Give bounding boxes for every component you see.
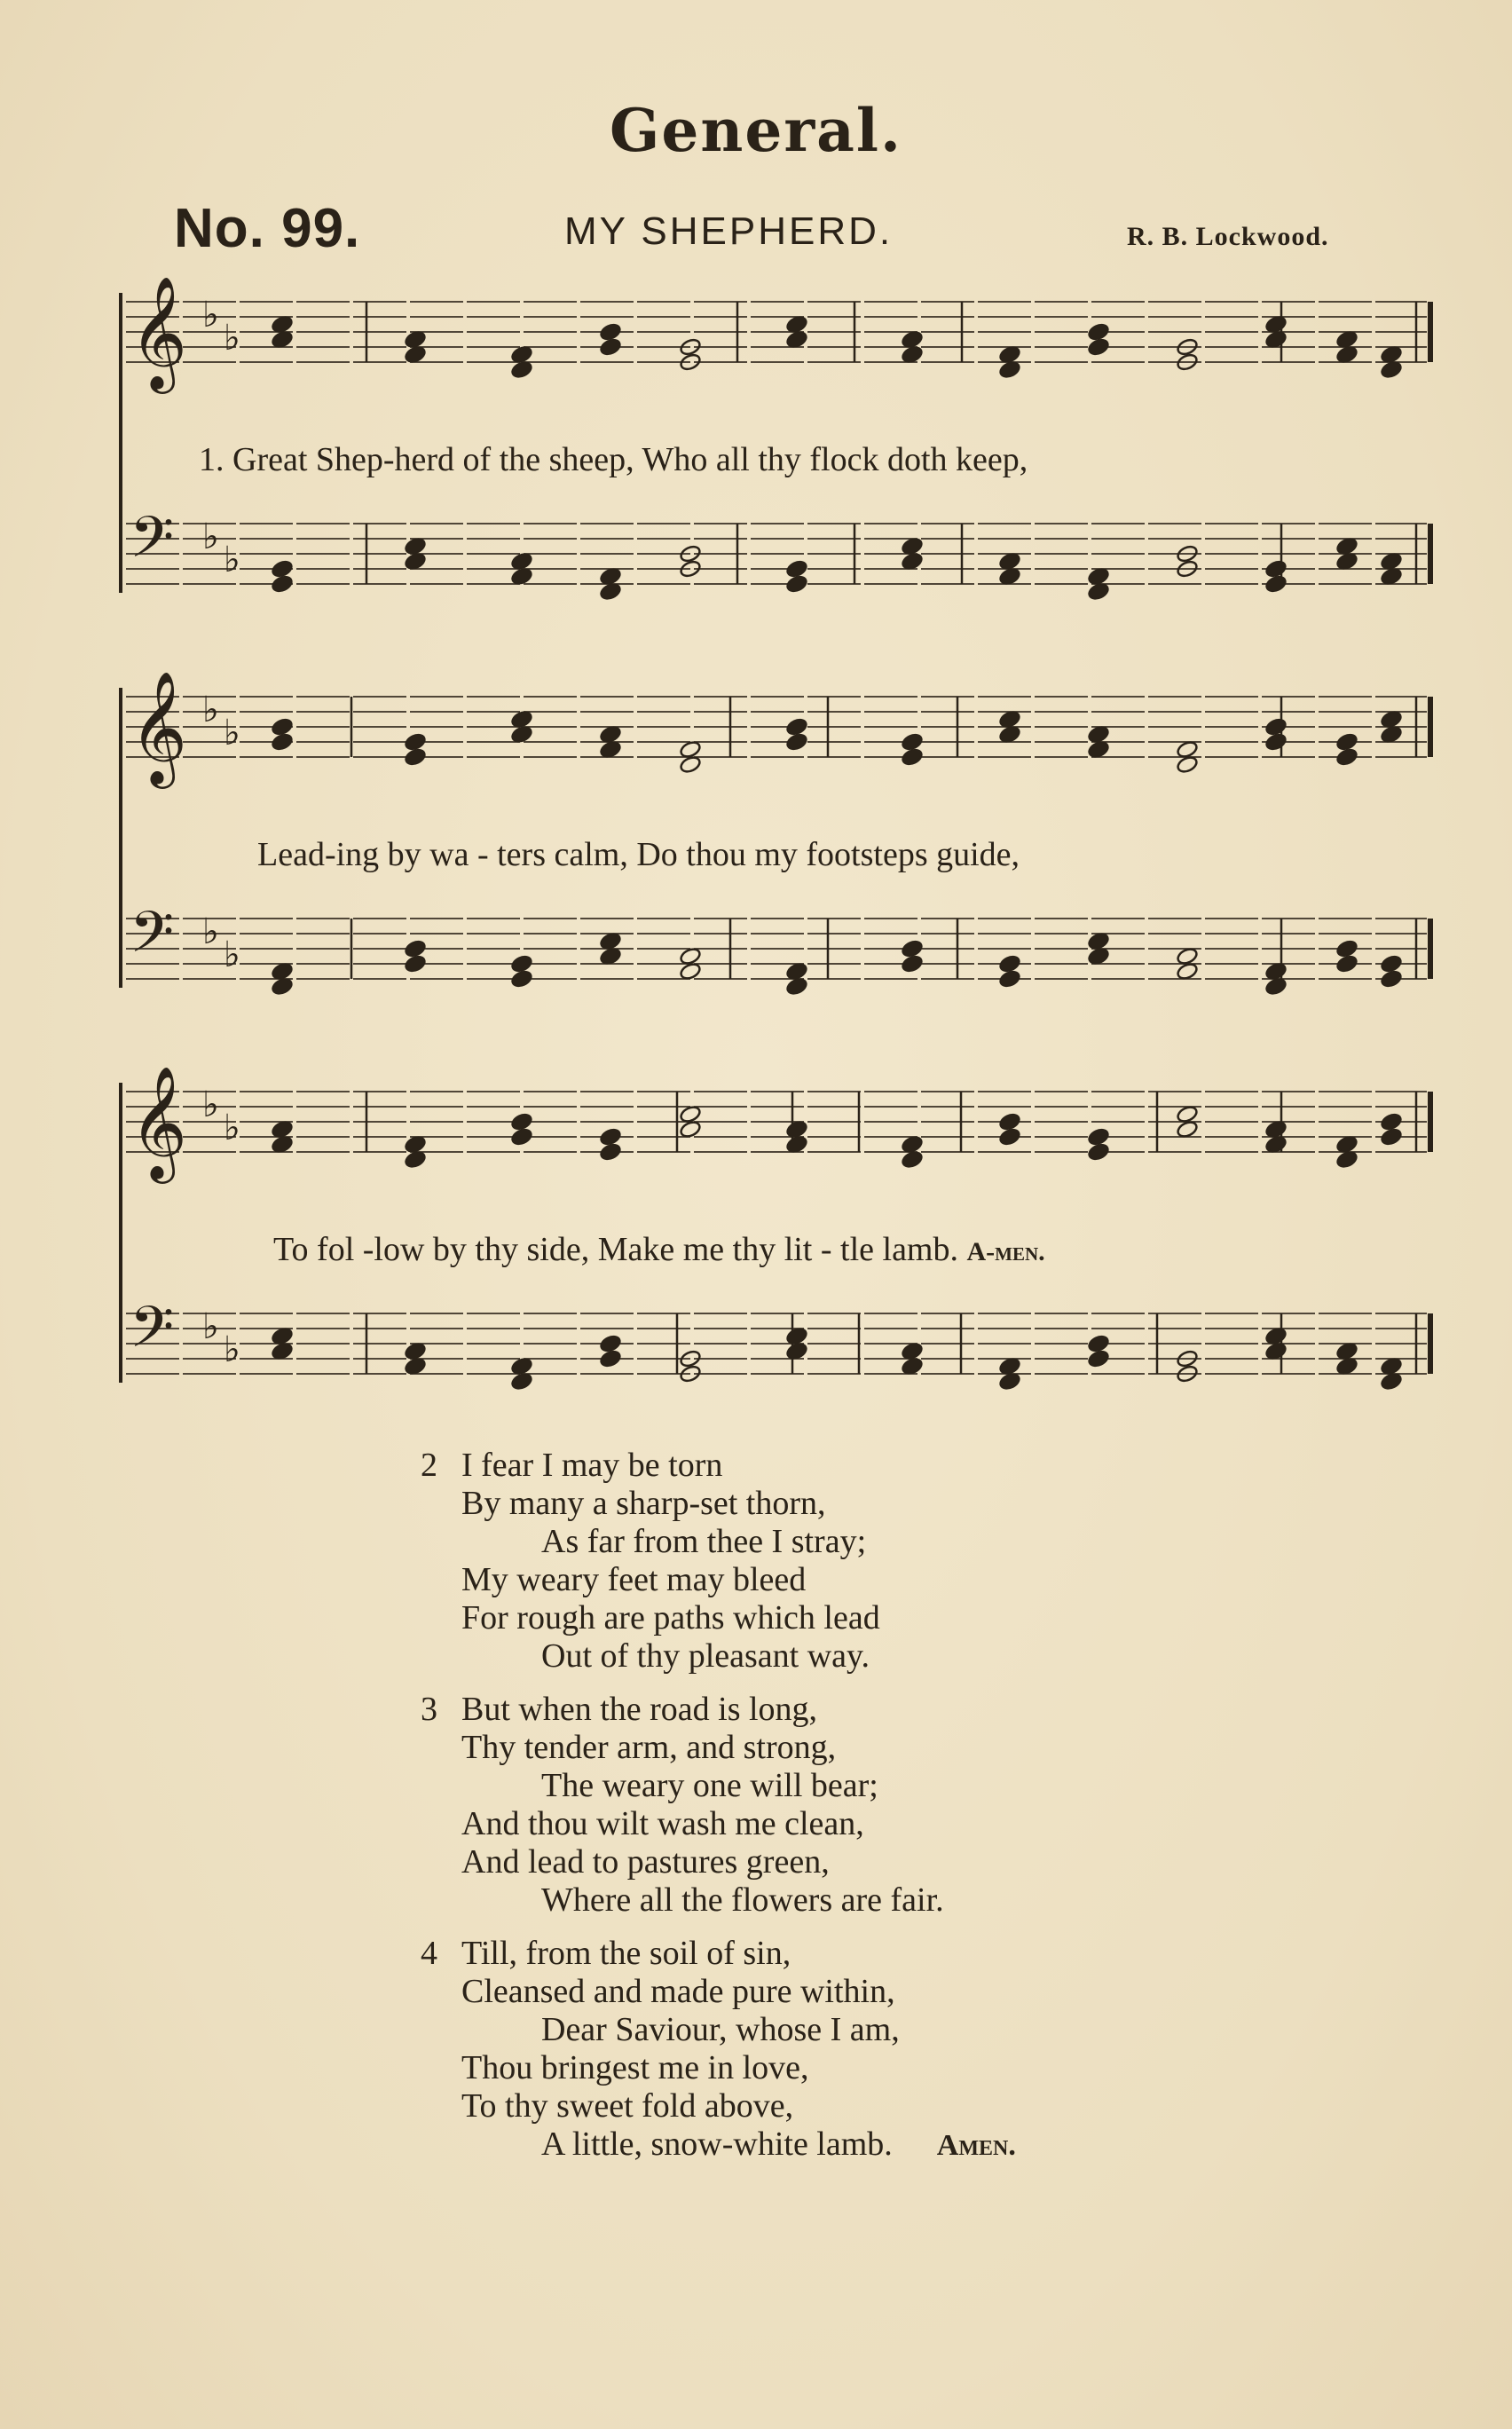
note-head (1380, 1127, 1403, 1147)
treble-clef-icon: 𝄞 (130, 1065, 188, 1179)
note-head (785, 559, 808, 579)
note-head (1264, 732, 1288, 752)
note-head (901, 954, 924, 974)
hymn-title: MY SHEPHERD. (564, 209, 894, 253)
note-head (1335, 954, 1358, 974)
verse-number: 3 (421, 1691, 437, 1728)
music-system-2 (114, 661, 1436, 1034)
verse-text: But when the road is long, (461, 1691, 818, 1728)
verse-number: 2 (421, 1447, 437, 1484)
note-head (1087, 337, 1110, 357)
verse-line: Dear Saviour, whose I am, (541, 2011, 900, 2048)
section-heading: General. (610, 96, 902, 165)
treble-clef-icon: 𝄞 (130, 670, 188, 784)
verse-number: 4 (421, 1935, 437, 1972)
flat-icon: ♭ (202, 690, 219, 730)
lyric-line: To fol -low by thy side, Make me thy lit - tle lamb. (273, 1231, 958, 1268)
bass-clef-icon: 𝄢 (130, 1295, 175, 1375)
note-head (998, 954, 1021, 974)
verse-line: As far from thee I stray; (541, 1523, 867, 1560)
note-head (404, 732, 427, 752)
note-head (1380, 954, 1403, 974)
note-head (785, 574, 808, 594)
note-head (1087, 1142, 1110, 1162)
note-head (599, 1142, 622, 1162)
treble-clef-icon: 𝄞 (130, 275, 188, 389)
flat-icon: ♭ (224, 935, 240, 975)
flat-icon: ♭ (224, 540, 240, 580)
note-head (599, 1127, 622, 1147)
note-head (404, 954, 427, 974)
flat-icon: ♭ (202, 1084, 219, 1125)
note-head (1087, 322, 1110, 342)
verse (421, 1935, 1016, 2165)
note-head (998, 1112, 1021, 1132)
note-head (404, 747, 427, 767)
verse-line (421, 1691, 1016, 1729)
verses-block (421, 1447, 1016, 2180)
verse-text: I fear I may be torn (461, 1447, 723, 1484)
verse-text: Till, from the soil of sin, (461, 1935, 791, 1972)
hymn-number: No. 99. (174, 198, 361, 259)
verse-line: Thou bringest me in love, (461, 2049, 809, 2086)
lyric-line: 1. Great Shep-herd of the sheep, Who all thy flock doth keep, (199, 441, 1028, 478)
verse-line: Out of thy pleasant way. (541, 1637, 870, 1675)
verse-line: To thy sweet fold above, (461, 2087, 794, 2125)
note-head (901, 732, 924, 752)
flat-icon: ♭ (202, 295, 219, 335)
verse-amen: Amen. (936, 2129, 1016, 2162)
note-head (510, 969, 533, 989)
note-head (998, 969, 1021, 989)
verse-line (421, 1447, 1016, 1485)
flat-icon: ♭ (202, 517, 219, 557)
lyric-amen: A-men. (966, 1237, 1045, 1266)
note-head (599, 322, 622, 342)
note-head (599, 1349, 622, 1368)
music-system-3 (114, 1056, 1436, 1429)
verse-line: And thou wilt wash me clean, (461, 1805, 864, 1842)
note-head (271, 574, 294, 594)
note-head (404, 939, 427, 958)
note-head (1264, 574, 1288, 594)
note-head (1087, 1127, 1110, 1147)
verse (421, 1691, 1016, 1920)
flat-icon: ♭ (224, 1108, 240, 1148)
verse-line: By many a sharp-set thorn, (461, 1485, 826, 1522)
flat-icon: ♭ (224, 713, 240, 753)
note-head (901, 939, 924, 958)
flat-icon: ♭ (224, 1329, 240, 1370)
verse (421, 1447, 1016, 1676)
verse-line: And lead to pastures green, (461, 1843, 830, 1881)
bass-clef-icon: 𝄢 (130, 900, 175, 980)
note-head (1264, 559, 1288, 579)
note-head (510, 1112, 533, 1132)
note-head (599, 337, 622, 357)
bass-clef-icon: 𝄢 (130, 505, 175, 585)
verse-line (421, 1935, 1016, 1973)
flat-icon: ♭ (202, 911, 219, 952)
composer-credit: R. B. Lockwood. (1127, 222, 1329, 251)
note-head (785, 717, 808, 737)
verse-text: A little, snow-white lamb. (541, 2125, 893, 2163)
music-system-1 (114, 266, 1436, 639)
note-head (1335, 939, 1358, 958)
note-head (599, 1334, 622, 1353)
note-head (1380, 969, 1403, 989)
note-head (1087, 1334, 1110, 1353)
flat-icon: ♭ (224, 318, 240, 359)
flat-icon: ♭ (202, 1306, 219, 1347)
verse-line: The weary one will bear; (541, 1767, 878, 1804)
note-head (271, 559, 294, 579)
note-head (1335, 732, 1358, 752)
note-head (901, 747, 924, 767)
note-head (1335, 747, 1358, 767)
note-head (1264, 717, 1288, 737)
note-head (1087, 1349, 1110, 1368)
note-head (785, 732, 808, 752)
verse-line: Thy tender arm, and strong, (461, 1729, 837, 1766)
verse-line: Cleansed and made pure within, (461, 1973, 895, 2010)
note-head (998, 1127, 1021, 1147)
verse-line (461, 2125, 1016, 2165)
note-head (510, 954, 533, 974)
verse-line: Where all the flowers are fair. (541, 1881, 944, 1919)
verse-line: My weary feet may bleed (461, 1561, 807, 1598)
lyric-line-wrap (273, 1230, 1045, 1269)
lyric-line: Lead-ing by wa - ters calm, Do thou my footsteps guide, (257, 836, 1020, 873)
note-head (510, 1127, 533, 1147)
note-head (271, 732, 294, 752)
verse-line: For rough are paths which lead (461, 1599, 880, 1636)
note-head (271, 717, 294, 737)
note-head (1380, 1112, 1403, 1132)
